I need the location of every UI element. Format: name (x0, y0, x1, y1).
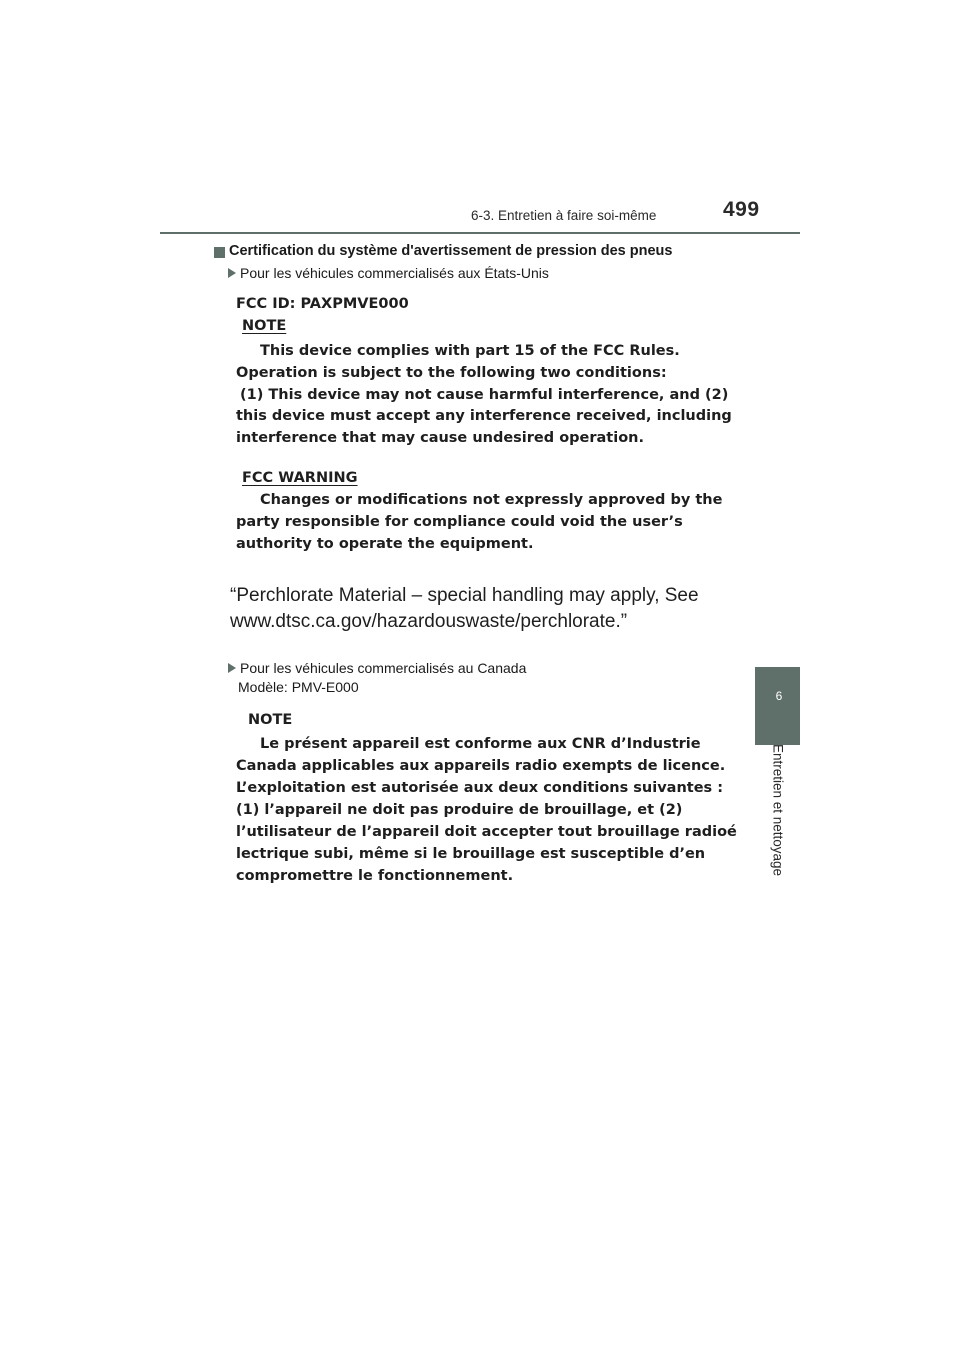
chapter-tab (755, 667, 800, 745)
canada-note-line: Le présent appareil est conforme aux CNR d’Industrie (260, 736, 701, 752)
fcc-note-line: Operation is subject to the following two conditions: (236, 365, 667, 381)
perchlorate-line: “Perchlorate Material – special handling may apply, See (230, 585, 699, 606)
fcc-note-line: this device must accept any interference received, including (236, 408, 732, 424)
fcc-warning-line: party responsible for compliance could void the user’s (236, 514, 683, 530)
canada-note-line: lectrique subi, même si le brouillage est susceptible d’en (236, 846, 706, 862)
canada-model: Modèle: PMV-E000 (238, 679, 359, 695)
section-heading: Certification du système d'avertissement de pression des pneus (229, 243, 673, 259)
canada-note-line: (1) l’appareil ne doit pas produire de brouillage, et (2) (236, 802, 683, 818)
triangle-bullet-icon (228, 663, 236, 673)
fcc-warning-line: authority to operate the equipment. (236, 536, 534, 552)
triangle-bullet-icon (228, 268, 236, 278)
fcc-warning-title: FCC WARNING (242, 470, 358, 486)
fcc-note-title: NOTE (242, 318, 287, 334)
canada-note-line: l’utilisateur de l’appareil doit accepter tout brouillage radioé (236, 824, 737, 840)
page-number: 499 (723, 198, 760, 221)
canada-note-line: compromettre le fonctionnement. (236, 868, 514, 884)
canada-vehicles-item: Pour les véhicules commercialisés au Canada (240, 660, 527, 676)
fcc-id: FCC ID: PAXPMVE000 (236, 296, 409, 312)
header-section-title: 6-3. Entretien à faire soi-même (471, 208, 657, 223)
canada-note-title: NOTE (248, 712, 293, 728)
fcc-note-line: (1) This device may not cause harmful interference, and (2) (240, 387, 729, 403)
perchlorate-line: www.dtsc.ca.gov/hazardouswaste/perchlorate.” (230, 611, 628, 632)
fcc-note-line: interference that may cause undesired operation. (236, 430, 644, 446)
canada-note-line: L’exploitation est autorisée aux deux conditions suivantes : (236, 780, 724, 796)
square-bullet-icon (214, 247, 225, 258)
chapter-title: Entretien et nettoyage (770, 743, 786, 877)
fcc-warning-line: Changes or modifications not expressly approved by the (260, 492, 723, 508)
chapter-number: 6 (775, 689, 783, 703)
header-divider (160, 232, 800, 234)
fcc-note-line: This device complies with part 15 of the FCC Rules. (260, 343, 680, 359)
canada-note-line: Canada applicables aux appareils radio exempts de licence. (236, 758, 726, 774)
us-vehicles-item: Pour les véhicules commercialisés aux États-Unis (240, 265, 549, 281)
